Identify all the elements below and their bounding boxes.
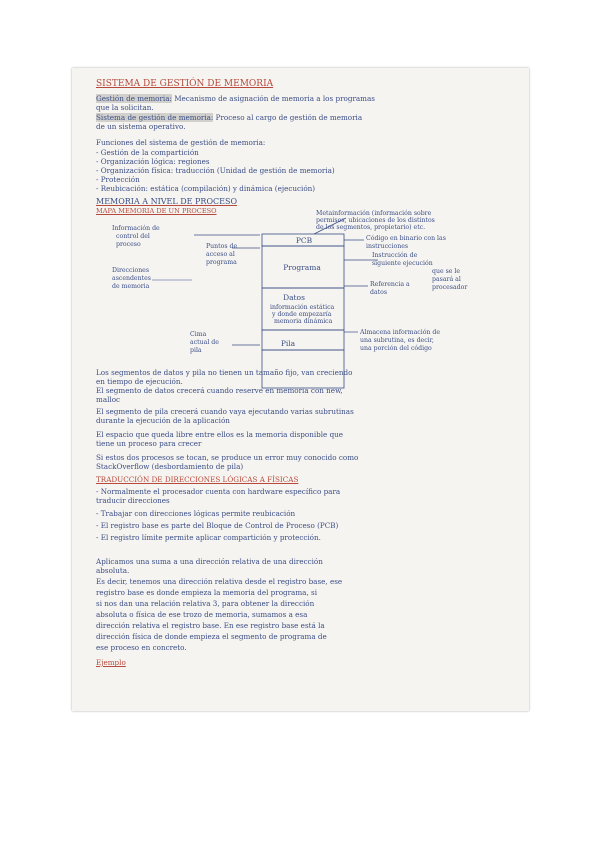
function-item: - Protección [96,175,140,184]
definition-text: Mecanismo de asignación de memoria a los programas [171,94,375,103]
body-line: Los segmentos de datos y pila no tienen un tamaño fijo, van creciendo [96,368,353,377]
translation-item: - El registro límite permite aplicar compartición y protección. [96,533,321,542]
translation-item: traducir direcciones [96,496,170,505]
translation-item: - El registro base es parte del Bloque de Control de Proceso (PCB) [96,521,339,530]
free-space-box [262,330,344,350]
notebook-page [72,68,529,711]
label-next-instruction: Instrucción de siguiente ejecuciónque se le pasará al procesador [372,252,468,291]
definition-term: Gestión de memoria: [96,94,172,103]
definition-continuation: de un sistema operativo. [96,122,186,131]
paragraph-line: registro base es donde empieza la memoria del programa, si [96,588,317,597]
label-control-info: Información de control del proceso [112,225,160,248]
label-access-points: Puntos de acceso al programa [206,243,238,266]
paragraph-line: absoluta o física de ese trozo de memoria, sumamos a esa [96,610,308,619]
definition-text: Proceso al cargo de gestión de memoria [213,113,363,122]
body-line: El espacio que queda libre entre ellos es la memoria disponible que [96,430,344,439]
paragraph-line: absoluta. [96,566,130,575]
data-label: Datos [283,293,305,302]
function-item: - Reubicación: estática (compilación) y dinámica (ejecución) [96,184,316,193]
definition-continuation: que la solicitan. [96,103,154,112]
body-line: malloc [96,395,121,404]
body-line: El segmento de pila crecerá cuando vaya ejecutando varias subrutinas [96,407,354,416]
section-heading-memory-map: MAPA MEMORIA DE UN PROCESO [96,207,217,215]
paragraph-line: dirección relativa el registro base. En ese registro base está la [96,621,325,630]
stack-label: Pila [280,339,296,348]
body-line: StackOverflow (desbordamiento de pila) [96,462,244,471]
function-item: - Gestión de la compartición [96,148,199,157]
section-heading-translation: TRADUCCIÓN DE DIRECCIONES LÓGICAS A FÍSICAS [96,475,299,484]
pcb-label: PCB [295,236,313,245]
translation-item: - Normalmente el procesador cuenta con hardware específico para [96,487,341,496]
body-line: durante la ejecución de la aplicación [96,416,230,425]
paragraph-line: ese proceso en concreto. [96,643,187,652]
label-binary-code: Código en binario con las instrucciones [366,235,446,250]
label-stack-info: Almacena información de una subrutina, es decir, una porción del código [360,329,441,352]
paragraph-line: Es decir, tenemos una dirección relativa desde el registro base, ese [96,577,343,586]
body-line: El segmento de datos crecerá cuando reserve en memoria con new, [96,386,343,395]
paragraph-line: dirección física de donde empieza el segmento de programa de [96,632,327,641]
functions-heading: Funciones del sistema de gestión de memoria: [96,138,266,147]
body-line: tiene un proceso para crecer [96,439,202,448]
body-line: en tiempo de ejecución. [96,377,183,386]
label-metainfo: Metainformación (información sobre permisos, ubicaciones de los distintos de los segmentos, propietario) etc. [316,210,435,231]
paragraph-line: si nos dan una relación relativa 3, para obtener la dirección [96,599,315,608]
label-stack-top: Cima actual de pila [190,331,219,354]
page-title: SISTEMA DE GESTIÓN DE MEMORIA [96,79,274,89]
body-line: Si estos dos procesos se tocan, se produce un error muy conocido como [96,453,359,462]
label-ascending-addresses: Direcciones ascendentes de memoria [112,267,151,290]
program-label: Programa [283,263,321,272]
function-item: - Organización física: traducción (Unidad de gestión de memoria) [96,166,335,175]
section-heading-process-memory: MEMORIA A NIVEL DE PROCESO [96,197,237,206]
function-item: - Organización lógica: regiones [96,157,210,166]
definition-term: Sistema de gestión de memoria: [96,113,214,122]
paragraph-line: Aplicamos una suma a una dirección relativa de una dirección [96,557,323,566]
data-sublabel: información estática y donde empezaría memoria dinámica [270,304,335,325]
translation-item: - Trabajar con direcciones lógicas permite reubicación [96,509,296,518]
label-data-reference: Referencia a datos [370,281,410,296]
example-heading: Ejemplo [96,658,126,667]
